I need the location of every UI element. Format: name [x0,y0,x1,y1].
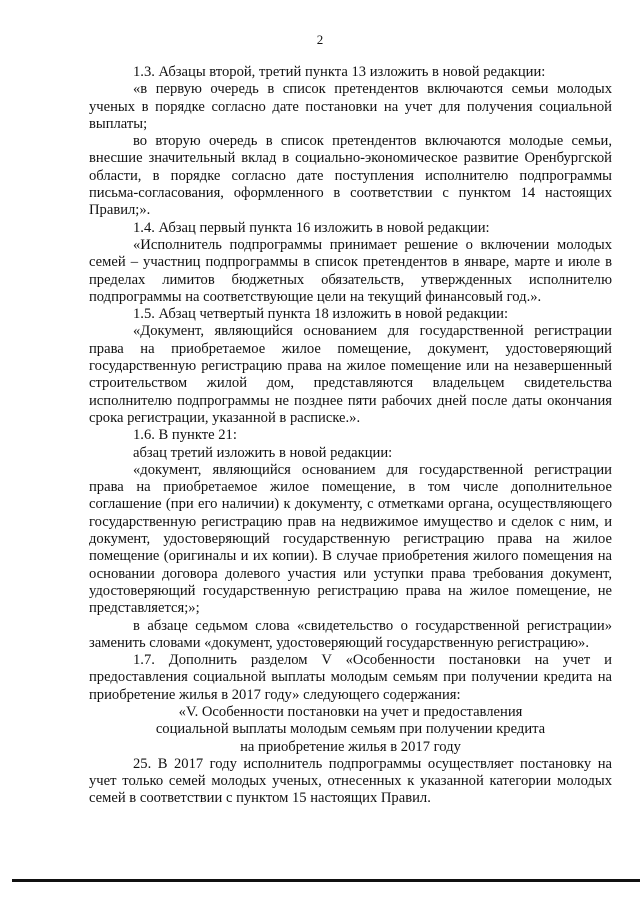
paragraph-1-7-heading: 1.7. Дополнить разделом V «Особенности постановки на учет и предоставления социальной выплаты молодым семьям при получении кредита на приобретение жилья в 2017 году» следующего содержания: [89,652,612,703]
paragraph-1-6-heading: 1.6. В пункте 21: [133,427,237,444]
section-title-line-1: «V. Особенности постановки на учет и предоставления [178,703,523,720]
section-title-line-3: на приобретение жилья в 2017 году [240,738,461,755]
paragraph-executor-decision: «Исполнитель подпрограммы принимает решение о включении молодых семей – участниц подпрограммы в список претендентов в январе, марте и июле в пределах лимитов бюджетных обязательств, утвержденных исполнителю подпрограммы на соответствующие цели на текущий финансовый год.». [89,236,612,305]
paragraph-registration-copies: «документ, являющийся основанием для государственной регистрации права на приобретаемое жилое помещение, в том числе дополнительное соглашение (при его наличии) к документу, с отметками органа, осуществляющего государственную регистрацию прав на недвижимое имущество и сделок с ним, и документ, удостоверяющий государственную регистрацию права на жилое помещение (оригиналы и их копии). В случае приобретения жилого помещения на основании договора долевого участия или уступки права требования документ, удостоверяющий государственную регистрацию права на жилое помещение, не представляется;»; [89,461,612,617]
paragraph-first-priority: «в первую очередь в список претендентов включаются семьи молодых ученых в порядке согласно дате постановки на учет для получения социальной выплаты; [89,81,612,132]
section-title-line-2: социальной выплаты молодым семьям при получении кредита [155,721,546,738]
bottom-divider [12,879,640,882]
document-body [89,64,612,808]
paragraph-1-5-heading: 1.5. Абзац четвертый пункта 18 изложить в новой редакции: [133,306,509,323]
page-number: 2 [316,32,324,47]
paragraph-registration-document: «Документ, являющийся основанием для государственной регистрации права на приобретаемое жилое помещение, документ, удостоверяющий государственную регистрацию права на жилое помещение или на незавершенный строительством жилой дом, представляются владельцем свидетельства исполнителю подпрограммы не позднее пяти рабочих дней после даты окончания срока регистрации, указанной в расписке.». [89,323,612,426]
paragraph-1-4-heading: 1.4. Абзац первый пункта 16 изложить в новой редакции: [133,219,490,236]
paragraph-seventh-abzac-instruction: в абзаце седьмом слова «свидетельство о государственной регистрации» заменить словами «документ, удостоверяющий государственную регистрацию». [89,617,612,651]
paragraph-25: 25. В 2017 году исполнитель подпрограммы осуществляет постановку на учет только семей молодых ученых, отнесенных к указанной категории молодых семей в соответствии с пунктом 15 настоящих Правил. [89,755,612,807]
paragraph-third-abzac-instruction: абзац третий изложить в новой редакции: [133,444,393,461]
paragraph-second-priority: во вторую очередь в список претендентов включаются молодые семьи, внесшие значительный вклад в социально-экономическое развитие Оренбургской области, в порядке согласно дате поступления исполнителю подпрограммы письма-согласования, оформленного в соответствии с пунктом 14 настоящих Правил;». [89,133,612,219]
paragraph-1-3-heading: 1.3. Абзацы второй, третий пункта 13 изложить в новой редакции: [133,64,546,80]
